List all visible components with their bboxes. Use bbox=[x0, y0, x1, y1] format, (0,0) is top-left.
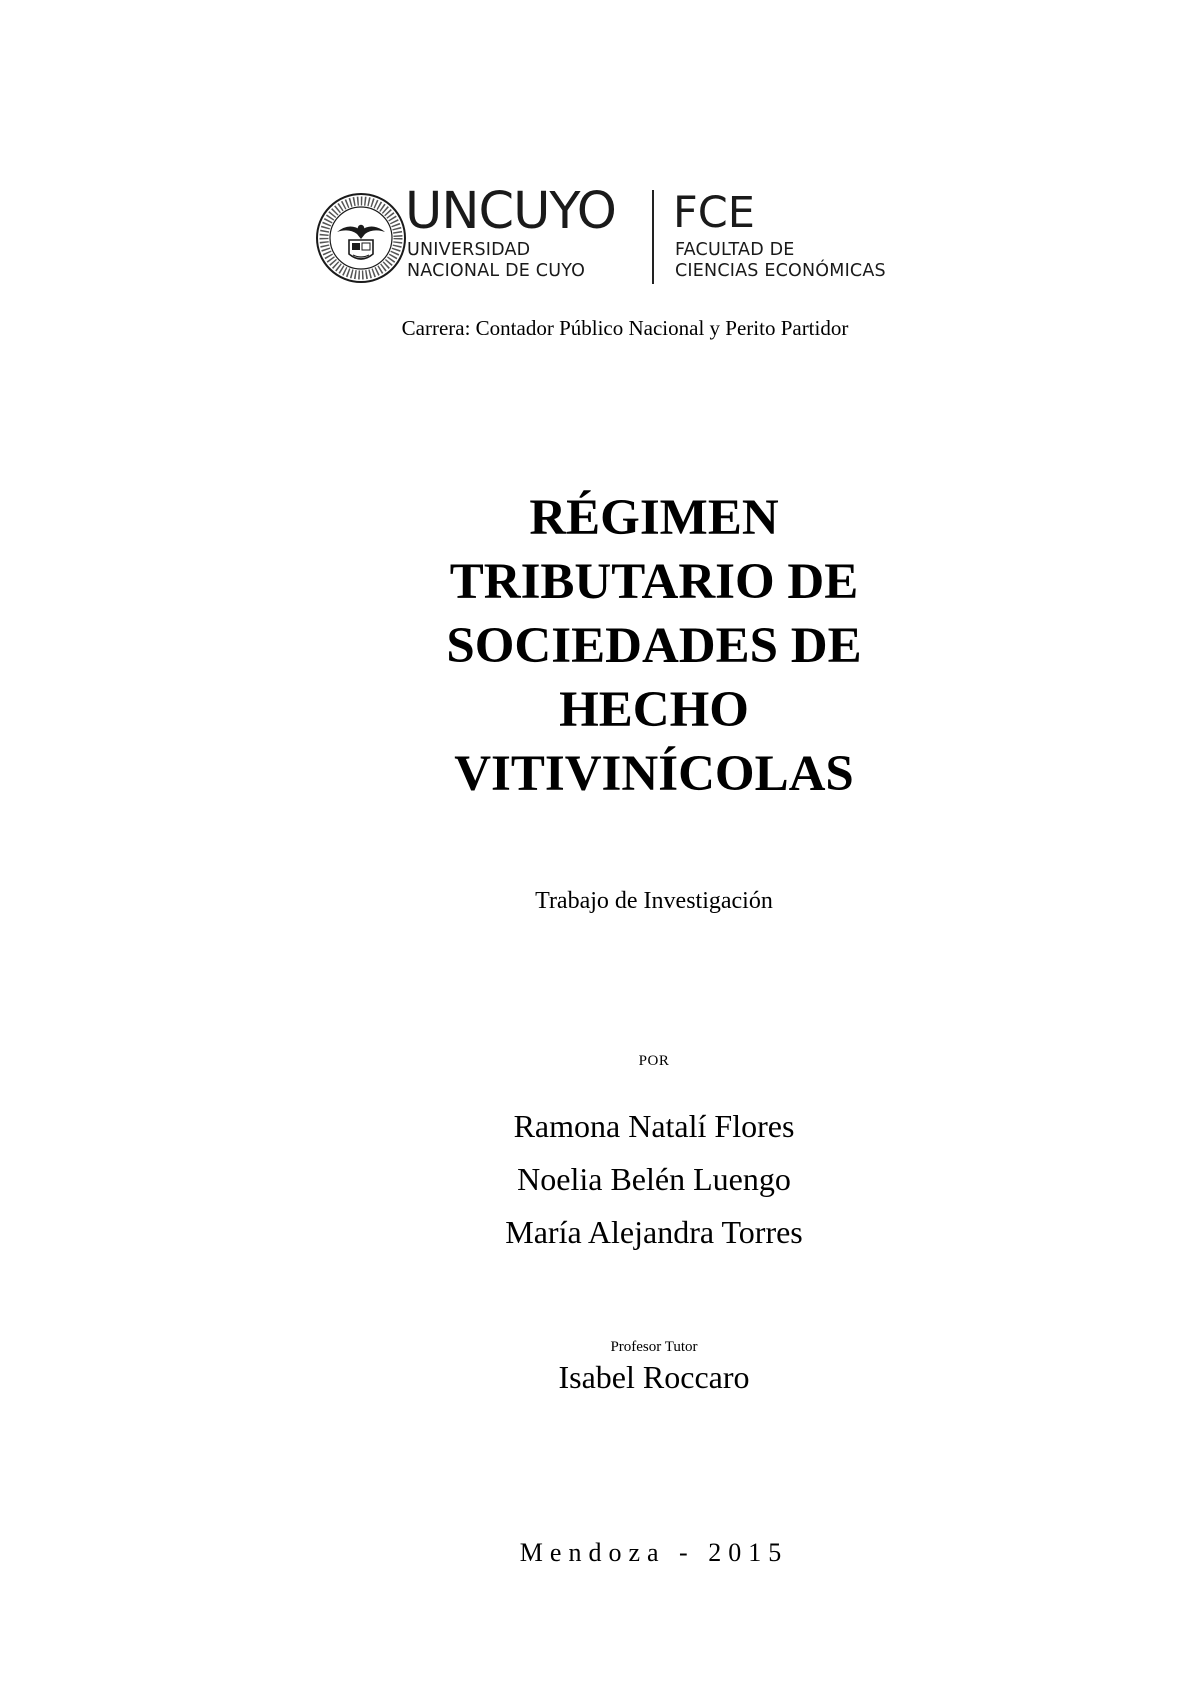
thesis-title bbox=[380, 486, 928, 806]
career-line: Carrera: Contador Público Nacional y Perito Partidor bbox=[401, 316, 849, 340]
author-name: Ramona Natalí Flores bbox=[513, 1108, 795, 1144]
title-line: RÉGIMEN bbox=[529, 490, 779, 546]
tutor-name: Isabel Roccaro bbox=[558, 1359, 750, 1395]
author-name: Noelia Belén Luengo bbox=[517, 1161, 791, 1197]
work-type: Trabajo de Investigación bbox=[535, 888, 773, 914]
title-line: SOCIEDADES DE bbox=[446, 618, 862, 674]
title-line: HECHO bbox=[559, 682, 749, 738]
university-seal-icon bbox=[315, 192, 407, 284]
faculty-name-line2: CIENCIAS ECONÓMICAS bbox=[675, 261, 886, 281]
university-wordmark: UNCUYO bbox=[405, 182, 616, 241]
title-line: VITIVINÍCOLAS bbox=[454, 746, 854, 802]
author-list bbox=[0, 1100, 1190, 1259]
university-name-line1: UNIVERSIDAD bbox=[407, 240, 531, 260]
faculty-name-line1: FACULTAD DE bbox=[675, 240, 795, 260]
logo-divider bbox=[652, 190, 654, 284]
tutor-label: Profesor Tutor bbox=[610, 1339, 698, 1355]
title-line: TRIBUTARIO DE bbox=[449, 554, 859, 610]
author-name: María Alejandra Torres bbox=[505, 1214, 803, 1250]
faculty-wordmark: FCE bbox=[673, 188, 755, 238]
faculty-name bbox=[675, 240, 886, 282]
university-name bbox=[407, 240, 585, 282]
place-year: Mendoza - 2015 bbox=[519, 1538, 789, 1567]
university-name-line2: NACIONAL DE CUYO bbox=[407, 261, 586, 281]
institution-logo bbox=[315, 182, 935, 290]
by-label: POR bbox=[638, 1053, 670, 1069]
